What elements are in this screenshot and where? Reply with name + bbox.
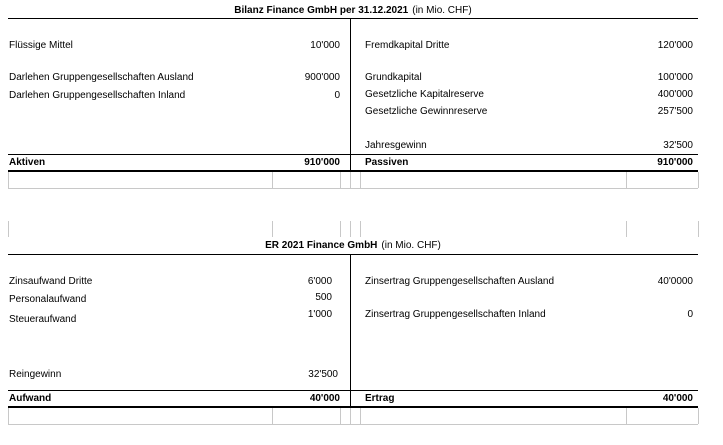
balance-left-total-value: 910'000 xyxy=(304,157,340,168)
balance-right-value: 32'500 xyxy=(663,140,693,151)
spacer-grid-line xyxy=(350,221,351,237)
spacer-grid-line xyxy=(8,221,9,237)
balance-right-label: Gesetzliche Gewinnreserve xyxy=(365,106,488,117)
income-center-divider xyxy=(350,254,351,410)
balance-grid-line xyxy=(350,172,351,188)
balance-grid-line xyxy=(698,172,699,188)
income-title-line xyxy=(8,240,698,252)
income-left-label: Reingewinn xyxy=(9,369,62,380)
income-left-label: Steueraufwand xyxy=(9,314,77,325)
balance-left-label: Darlehen Gruppengesellschaften Inland xyxy=(9,90,186,101)
income-total-rule-top xyxy=(8,390,698,391)
income-grid-line xyxy=(698,408,699,424)
income-right-total-value: 40'000 xyxy=(662,393,693,404)
income-grid-line xyxy=(626,408,627,424)
income-title: ER 2021 Finance GmbH xyxy=(265,240,378,251)
balance-grid-rule xyxy=(8,188,698,189)
income-left-value: 500 xyxy=(315,292,332,303)
income-right-value: 0 xyxy=(687,309,693,320)
income-left-total-label: Aufwand xyxy=(9,393,52,404)
income-grid-line xyxy=(8,408,9,424)
balance-left-total-label: Aktiven xyxy=(9,157,46,168)
income-left-label: Zinsaufwand Dritte xyxy=(9,276,93,287)
balance-grid-line xyxy=(360,172,361,188)
income-grid-rule xyxy=(8,424,698,425)
balance-grid-line xyxy=(340,172,341,188)
spacer-grid-line xyxy=(340,221,341,237)
balance-left-value: 10'000 xyxy=(310,40,340,51)
balance-grid-line xyxy=(272,172,273,188)
balance-unit: (in Mio. CHF) xyxy=(412,5,472,16)
income-unit: (in Mio. CHF) xyxy=(381,240,441,251)
balance-right-label: Fremdkapital Dritte xyxy=(365,40,450,51)
income-total-rule-bottom xyxy=(8,406,698,408)
balance-right-total-value: 910'000 xyxy=(657,157,693,168)
spacer-grid-line xyxy=(698,221,699,237)
balance-right-value: 100'000 xyxy=(657,72,693,83)
balance-title-line xyxy=(8,5,698,17)
balance-center-divider xyxy=(350,18,351,174)
balance-left-label: Darlehen Gruppengesellschaften Ausland xyxy=(9,72,194,83)
balance-right-value: 257'500 xyxy=(657,106,693,117)
balance-left-value: 0 xyxy=(334,90,340,101)
spacer-grid-line xyxy=(626,221,627,237)
income-right-total-label: Ertrag xyxy=(365,393,395,404)
balance-right-label: Gesetzliche Kapitalreserve xyxy=(365,89,484,100)
balance-left-value: 900'000 xyxy=(304,72,340,83)
income-grid-line xyxy=(340,408,341,424)
balance-right-label: Grundkapital xyxy=(365,72,422,83)
income-grid-line xyxy=(272,408,273,424)
balance-grid-line xyxy=(8,172,9,188)
balance-total-rule-bottom xyxy=(8,170,698,172)
income-right-value: 40'0000 xyxy=(657,276,693,287)
balance-right-total-label: Passiven xyxy=(365,157,409,168)
balance-left-label: Flüssige Mittel xyxy=(9,40,73,51)
income-right-label: Zinsertrag Gruppengesellschaften Inland xyxy=(365,309,546,320)
spacer-grid-line xyxy=(272,221,273,237)
income-right-label: Zinsertrag Gruppengesellschaften Ausland xyxy=(365,276,555,287)
income-grid-line xyxy=(360,408,361,424)
income-grid-line xyxy=(350,408,351,424)
balance-title-rule xyxy=(8,18,698,19)
income-left-total-value: 40'000 xyxy=(309,393,340,404)
income-left-value: 32'500 xyxy=(308,369,338,380)
income-left-value: 1'000 xyxy=(307,309,332,320)
income-left-label: Personalaufwand xyxy=(9,294,87,305)
balance-right-value: 400'000 xyxy=(657,89,693,100)
spacer-grid-line xyxy=(360,221,361,237)
balance-total-rule-top xyxy=(8,154,698,155)
balance-right-label: Jahresgewinn xyxy=(365,140,427,151)
balance-title: Bilanz Finance GmbH per 31.12.2021 xyxy=(234,5,409,16)
balance-right-value: 120'000 xyxy=(657,40,693,51)
income-title-rule xyxy=(8,254,698,255)
income-left-value: 6'000 xyxy=(307,276,332,287)
balance-grid-line xyxy=(626,172,627,188)
